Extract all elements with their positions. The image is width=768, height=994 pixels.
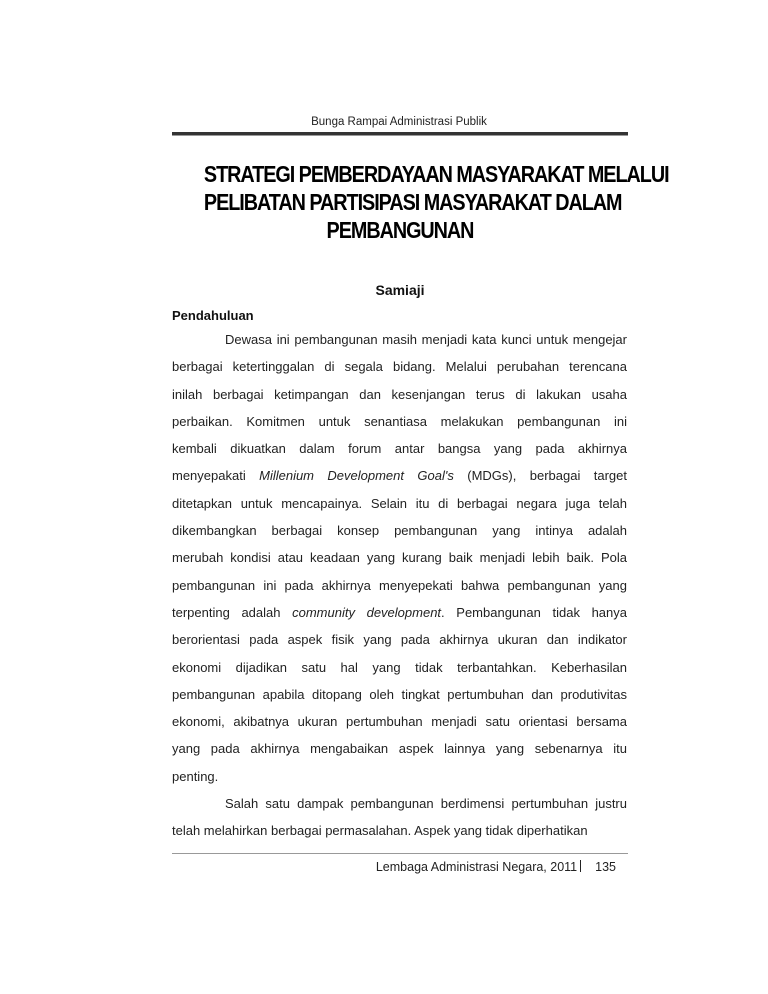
header-rule (172, 132, 628, 136)
footer-separator (580, 860, 581, 872)
text-segment: kembali dikuatkan dalam forum antar bangsa yang pada akhirnya (172, 441, 627, 457)
text-segment: berorientasi pada aspek fisik yang pada akhirnya ukuran dan indikator (172, 632, 627, 648)
text-segment: penting. (172, 768, 219, 784)
text-segment: menyepakati (172, 468, 260, 484)
text-line (172, 708, 627, 735)
body-text (172, 326, 627, 845)
footer-rule (172, 853, 628, 854)
text-segment: merubah kondisi atau keadaan yang kurang baik menjadi lebih baik. Pola (172, 550, 627, 566)
text-line (172, 817, 627, 844)
article-title (203, 160, 669, 244)
text-segment: pembangunan apabila ditopang oleh tingkat pertumbuhan dan produtivitas (172, 686, 627, 702)
italic-term: Millenium Development Goal's (259, 468, 454, 484)
text-segment: . Pembangunan tidak hanya (441, 604, 627, 620)
text-segment: dikembangkan berbagai konsep pembangunan yang intinya adalah (172, 523, 627, 539)
footer-publisher: Lembaga Administrasi Negara, 2011 (375, 860, 578, 874)
text-line (172, 544, 627, 571)
text-line (172, 435, 627, 462)
text-segment: berbagai ketertinggalan di segala bidang. Melalui perubahan terencana (172, 359, 627, 375)
text-segment: (MDGs), berbagai target (453, 468, 627, 484)
text-line (172, 735, 627, 762)
page-number: 135 (595, 860, 616, 874)
text-segment: telah melahirkan berbagai permasalahan. Aspek yang tidak diperhatikan (172, 823, 588, 839)
title-line: STRATEGI PEMBERDAYAAN MASYARAKAT MELALUI (203, 161, 669, 187)
title-line: PELIBATAN PARTISIPASI MASYARAKAT DALAM (203, 189, 622, 215)
title-line: PEMBANGUNAN (326, 217, 474, 243)
text-line (172, 572, 627, 599)
text-segment: perbaikan. Komitmen untuk senantiasa melakukan pembangunan ini (172, 413, 627, 429)
text-line (172, 517, 627, 544)
text-line (172, 326, 627, 353)
text-segment: pembangunan ini pada akhirnya menyepekati bahwa pembangunan yang (172, 577, 627, 593)
text-line (172, 381, 627, 408)
text-line (172, 462, 627, 489)
footer (172, 860, 616, 874)
text-line (172, 681, 627, 708)
text-segment: ekonomi, akibatnya ukuran pertumbuhan menjadi satu orientasi bersama (172, 714, 627, 730)
text-line (172, 408, 627, 435)
text-segment: ditetapkan untuk mencapainya. Selain itu di berbagai negara juga telah (172, 495, 627, 511)
text-segment: yang pada akhirnya mengabaikan aspek lainnya yang sebenarnya itu (172, 741, 627, 757)
text-line (172, 353, 627, 380)
text-segment: Salah satu dampak pembangunan berdimensi pertumbuhan justru (225, 796, 627, 812)
italic-term: community development (292, 604, 442, 620)
author: Samiaji (375, 282, 425, 298)
text-segment: inilah berbagai ketimpangan dan kesenjangan terus di lakukan usaha (172, 386, 627, 402)
running-head: Bunga Rampai Administrasi Publik (311, 116, 487, 128)
text-line (172, 599, 627, 626)
text-line (172, 654, 627, 681)
text-line (172, 626, 627, 653)
text-line (172, 790, 627, 817)
text-segment: Dewasa ini pembangunan masih menjadi kata kunci untuk mengejar (225, 332, 627, 347)
text-line (172, 490, 627, 517)
text-segment: ekonomi dijadikan satu hal yang tidak terbantahkan. Keberhasilan (172, 659, 627, 675)
section-heading: Pendahuluan (172, 308, 254, 323)
text-line (172, 763, 627, 790)
text-segment: terpenting adalah (172, 604, 293, 620)
